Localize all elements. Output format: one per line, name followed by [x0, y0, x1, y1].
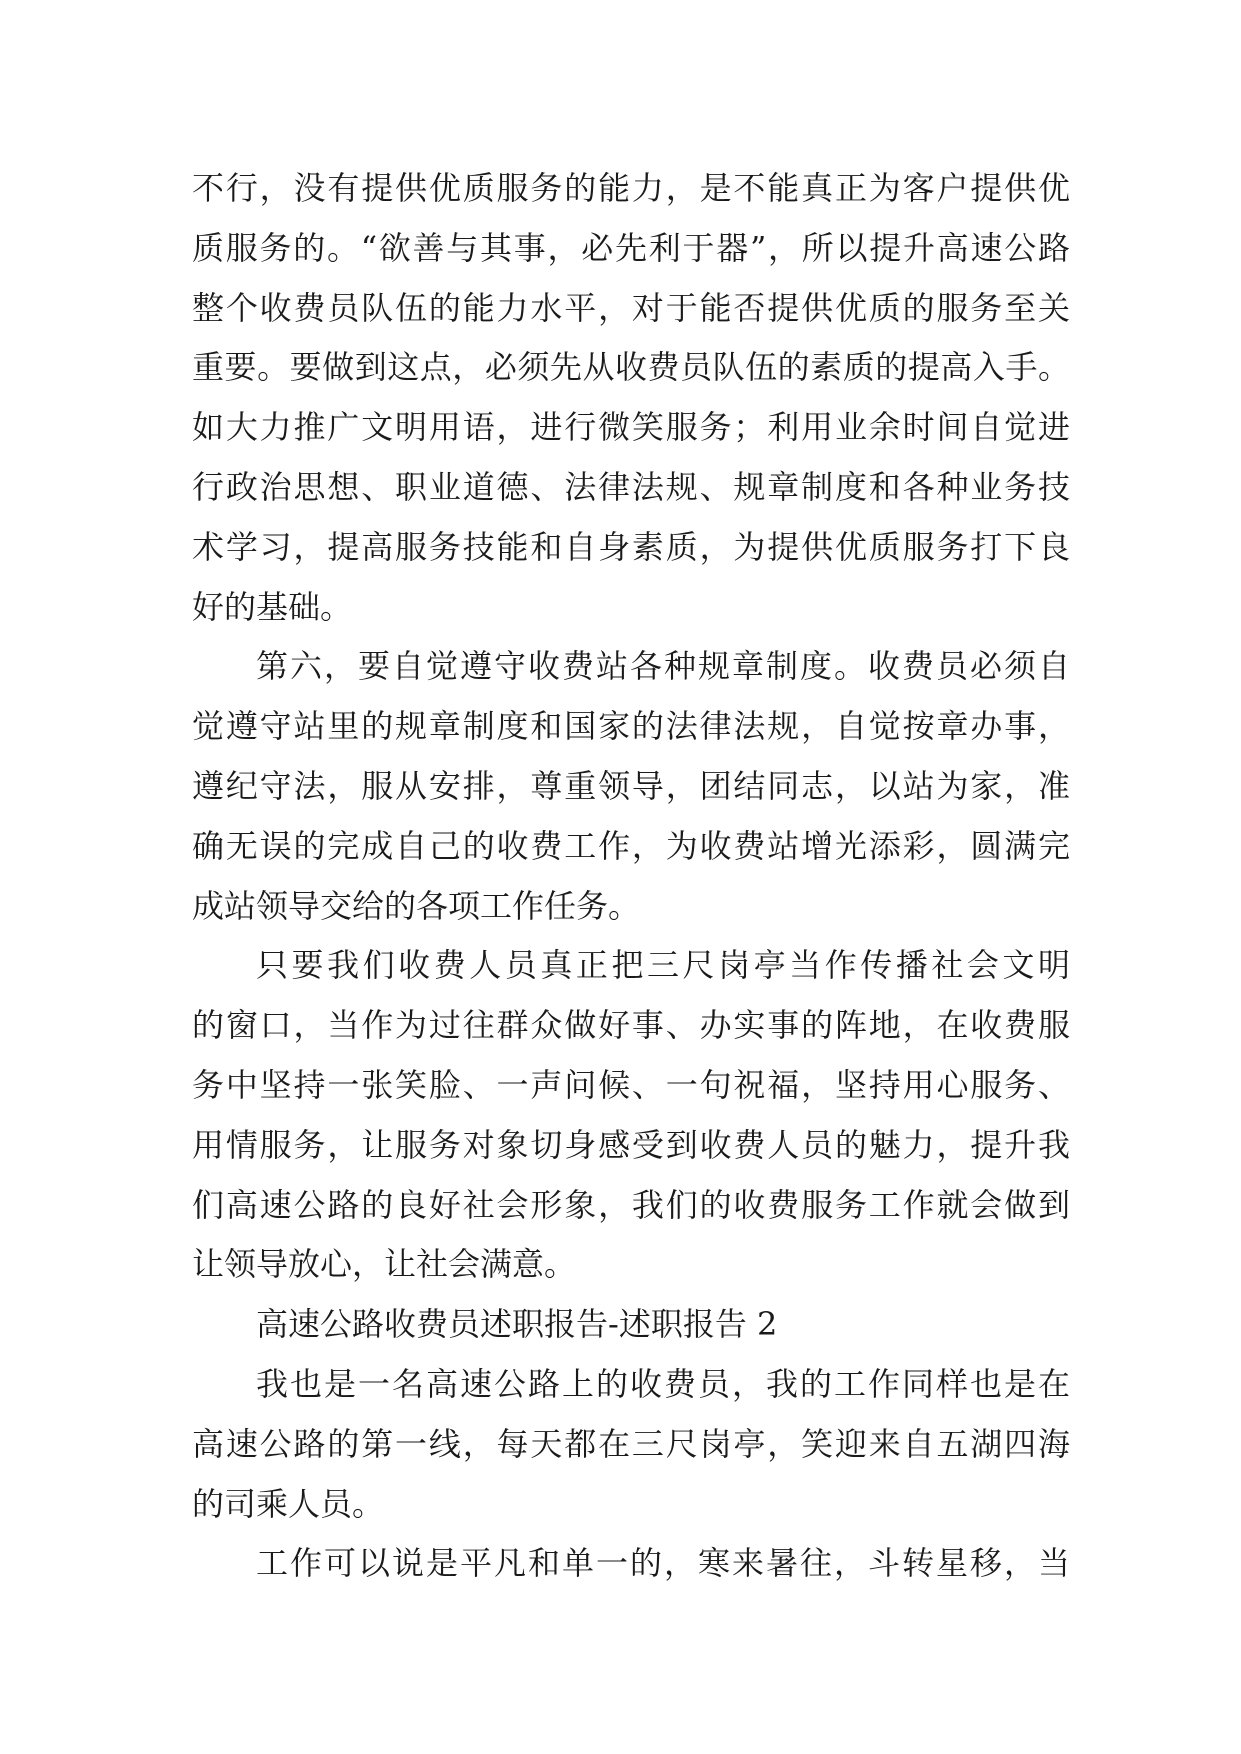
paragraph-sixth — [192, 637, 1070, 936]
section-heading — [192, 1295, 1070, 1355]
text-line: 只要我们收费人员真正把三尺岗亭当作传播社会文明 — [256, 946, 1070, 985]
text-line: 的司乘人员。 — [192, 1484, 385, 1523]
text-line: 高速公路的第一线，每天都在三尺岗亭，笑迎来自五湖四海 — [192, 1424, 1070, 1463]
text-line: 不行，没有提供优质服务的能力，是不能真正为客户提供优 — [192, 169, 1070, 207]
text-line: 好的基础。 — [192, 587, 353, 626]
text-line: 如大力推广文明用语，进行微笑服务；利用业余时间自觉进 — [192, 408, 1070, 447]
text-line: 务中坚持一张笑脸、一声问候、一句祝福，坚持用心服务、 — [192, 1065, 1070, 1104]
text-line: 我也是一名高速公路上的收费员，我的工作同样也是在 — [256, 1364, 1070, 1403]
paragraph-work — [192, 1534, 1070, 1594]
text-line: 术学习，提高服务技能和自身素质，为提供优质服务打下良 — [192, 527, 1070, 566]
paragraph-continued — [192, 159, 1070, 637]
text-line: 整个收费员队伍的能力水平，对于能否提供优质的服务至关 — [192, 288, 1070, 327]
paragraph-conclusion — [192, 936, 1070, 1295]
text-line: 质服务的。“欲善与其事，必先利于器”，所以提升高速公路 — [192, 228, 1070, 267]
text-line: 让领导放心，让社会满意。 — [192, 1245, 577, 1284]
text-line: 重要。要做到这点，必须先从收费员队伍的素质的提高入手。 — [192, 348, 1070, 387]
document-body — [192, 159, 1070, 1594]
text-line: 第六，要自觉遵守收费站各种规章制度。收费员必须自 — [256, 647, 1070, 686]
paragraph-intro — [192, 1355, 1070, 1534]
heading-text: 高速公路收费员述职报告-述职报告 2 — [256, 1305, 778, 1344]
text-line: 们高速公路的良好社会形象，我们的收费服务工作就会做到 — [192, 1185, 1070, 1224]
text-line: 确无误的完成自己的收费工作，为收费站增光添彩，圆满完 — [192, 826, 1070, 865]
text-line: 觉遵守站里的规章制度和国家的法律法规，自觉按章办事， — [192, 707, 1070, 746]
text-line: 用情服务，让服务对象切身感受到收费人员的魅力，提升我 — [192, 1125, 1070, 1164]
text-line: 的窗口，当作为过往群众做好事、办实事的阵地，在收费服 — [192, 1006, 1070, 1045]
text-line: 工作可以说是平凡和单一的，寒来暑往，斗转星移，当 — [256, 1544, 1070, 1583]
text-line: 行政治思想、职业道德、法律法规、规章制度和各种业务技 — [192, 467, 1070, 506]
text-line: 遵纪守法，服从安排，尊重领导，团结同志，以站为家，准 — [192, 766, 1070, 805]
text-line: 成站领导交给的各项工作任务。 — [192, 886, 641, 925]
